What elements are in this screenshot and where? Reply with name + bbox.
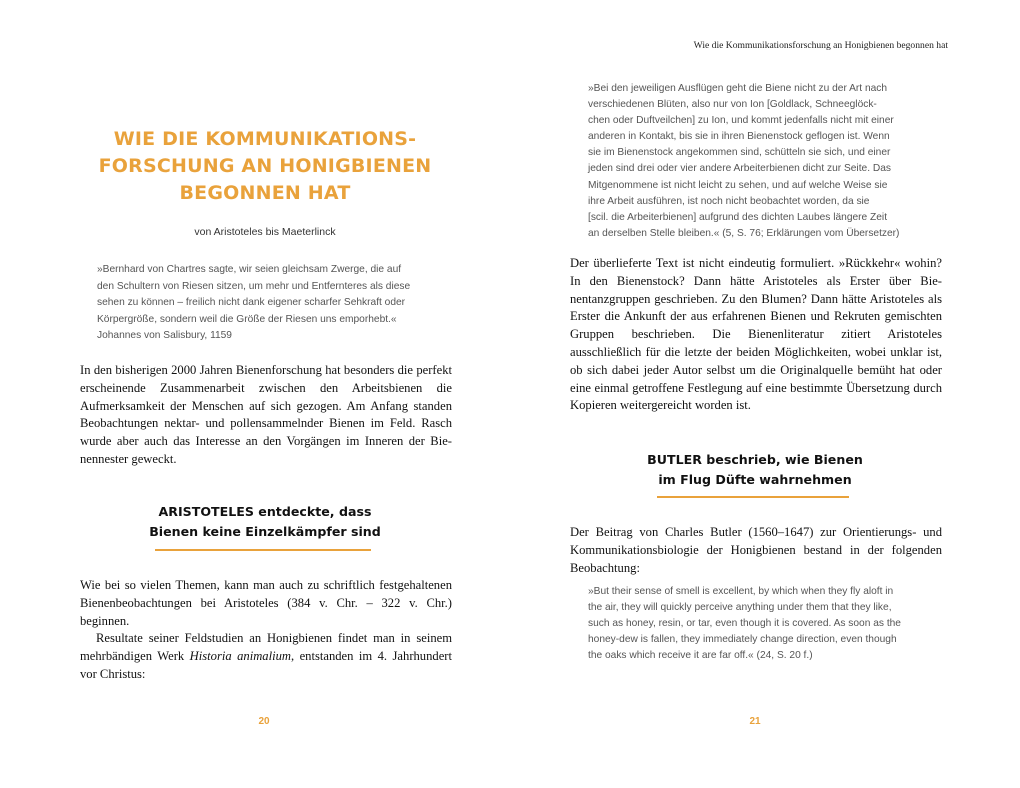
intro-paragraph: In den bisherigen 2000 Jahren Bienenforschung hat besonders die perfekt erscheinende Zusammenarbeit zwischen den Arbeitsbienen die Aufmerksamkeit der Menschen auf sich gezogen. Am Anfang standen Beobachtungen nektar- und pollensammelnder Bienen im Feld. Rasch wurde aber auch das Interesse an den Vorgängen im Inneren der Bienennester geweckt. [80, 363, 452, 466]
quote-line: such as honey, resin, or tar, even though it is covered. As soon as the [588, 618, 901, 630]
quote-line: anderen in Kontakt, bis sie in ihren Bienenstock geflogen ist. Wenn [588, 131, 890, 143]
aristoteles-paragraph-2 [80, 630, 452, 683]
section-heading-butler [590, 450, 920, 490]
butler-text [570, 524, 942, 577]
page-number: 21 [749, 716, 761, 727]
quote-line: the oaks which receive it are far off.« (24, S. 20 f.) [588, 650, 813, 662]
interpretation-paragraph: Der überlieferte Text ist nicht eindeutig formuliert. »Rückkehr« wohin? In den Bienenstock? Dann hätte Aristoteles als Erster über Bienentanzgruppen geschrieben. Zu den Blumen? Dann hätte Aristoteles als Erster die Ankunft der aus erfahrenen Bienen und Rekruten gemischten Gruppen beschrieben. Die Bienenliteratur zitiert Aristoteles ausschließlich für die letzte der beiden Möglichkeiten, wobei unklar ist, ob sich dabei jeder Autor selbst um die Originalquelle bemüht hat oder eine einmal getroffene Festlegung auf eine bestimmte Übersetzung durch Kopieren weitergereicht worden ist. [570, 256, 942, 413]
chapter-title [80, 126, 450, 207]
butler-quote [588, 584, 948, 664]
epigraph [97, 262, 437, 345]
section-heading-line: im Flug Düfte wahrnehmen [658, 472, 852, 487]
chapter-title-line: BEGONNEN HAT [179, 182, 351, 204]
paragraph-text: Resultate seiner Feldstudien an Honigbienen findet man in seinem mehrbändigen Werk [80, 631, 452, 664]
quote-line: [scil. die Arbeiterbienen] aufgrund des dichten Laubes längere Zeit [588, 211, 888, 223]
butler-paragraph: Der Beitrag von Charles Butler (1560–1647) zur Orientierungs- und Kommunikationsbiologie der Honigbienen bestand in der folgenden Beobachtung: [570, 525, 942, 575]
running-head: Wie die Kommunikationsforschung an Honigbienen begonnen hat [693, 40, 948, 51]
book-title: Historia animalium [189, 649, 291, 664]
epigraph-line: »Bernhard von Chartres sagte, wir seien gleichsam Zwerge, die auf [97, 264, 402, 275]
quote-line: sie im Bienenstock angekommen sind, schütteln sie sich, und einer [588, 147, 891, 159]
epigraph-line: sehen zu können – freilich nicht dank eigener scharfer Sehkraft oder [97, 297, 406, 309]
quote-line: »Bei den jeweiligen Ausflügen geht die Biene nicht zu der Art nach [588, 83, 888, 94]
quote-line: jeden sind drei oder vier andere Arbeiterbienen dicht zur Seite. Das [588, 163, 891, 175]
epigraph-line: Körpergröße, sondern weil die Größe der Riesen uns emporhebt.« [97, 313, 397, 325]
section-heading-line: BUTLER beschrieb, wie Bienen [647, 452, 863, 467]
interpretation-text [570, 255, 942, 415]
aristoteles-text [80, 577, 452, 684]
aristoteles-quote [588, 81, 948, 242]
chapter-subtitle: von Aristoteles bis Maeterlinck [194, 226, 336, 238]
aristoteles-paragraph-1: Wie bei so vielen Themen, kann man auch zu schriftlich festgehaltenen Bienenbeobachtungen bei Aristoteles (384 v. Chr. – 322 v. Chr.) beginnen. [80, 578, 452, 628]
quote-line: honey-dew is fallen, they immediately change direction, even though [588, 634, 897, 646]
intro-text [80, 362, 452, 469]
quote-line: »But their sense of smell is excellent, by which when they fly aloft in [588, 586, 894, 597]
section-heading-line: Bienen keine Einzelkämpfer sind [149, 524, 381, 539]
quote-line: verschiedenen Blüten, also nur von Ion [Goldlack, Schneeglöck- [588, 99, 877, 111]
chapter-title-line: FORSCHUNG AN HONIGBIENEN [98, 155, 432, 177]
quote-line: Mitgenommene ist nicht leicht zu sehen, und auf welche Weise sie [588, 179, 888, 191]
epigraph-source: Johannes von Salisbury, 1159 [97, 330, 232, 342]
section-heading-line: ARISTOTELES entdeckte, dass [158, 504, 372, 519]
section-heading-underline [155, 549, 371, 551]
quote-line: an derselben Stelle bleiben.« (5, S. 76; Erklärungen vom Übersetzer) [588, 227, 900, 239]
chapter-title-line: WIE DIE KOMMUNIKATIONS- [113, 128, 417, 150]
epigraph-line: den Schultern von Riesen sitzen, um mehr und Entfernteres als diese [97, 280, 411, 292]
quote-line: chen oder Duftveilchen] zu Ion, und kommt jedenfalls nicht mit einer [588, 115, 894, 127]
section-heading-aristoteles [100, 502, 430, 542]
quote-line: ihre Arbeit ausführen, ist noch nicht beobachtet worden, da sie [588, 195, 870, 207]
page-number: 20 [258, 716, 270, 727]
right-page [510, 0, 1020, 788]
paragraph-text: , entstanden im 4. Jahrhundert vor Christus: [80, 649, 452, 681]
section-heading-underline [657, 496, 849, 498]
quote-line: the air, they will quickly perceive anything under them that they like, [588, 602, 892, 614]
